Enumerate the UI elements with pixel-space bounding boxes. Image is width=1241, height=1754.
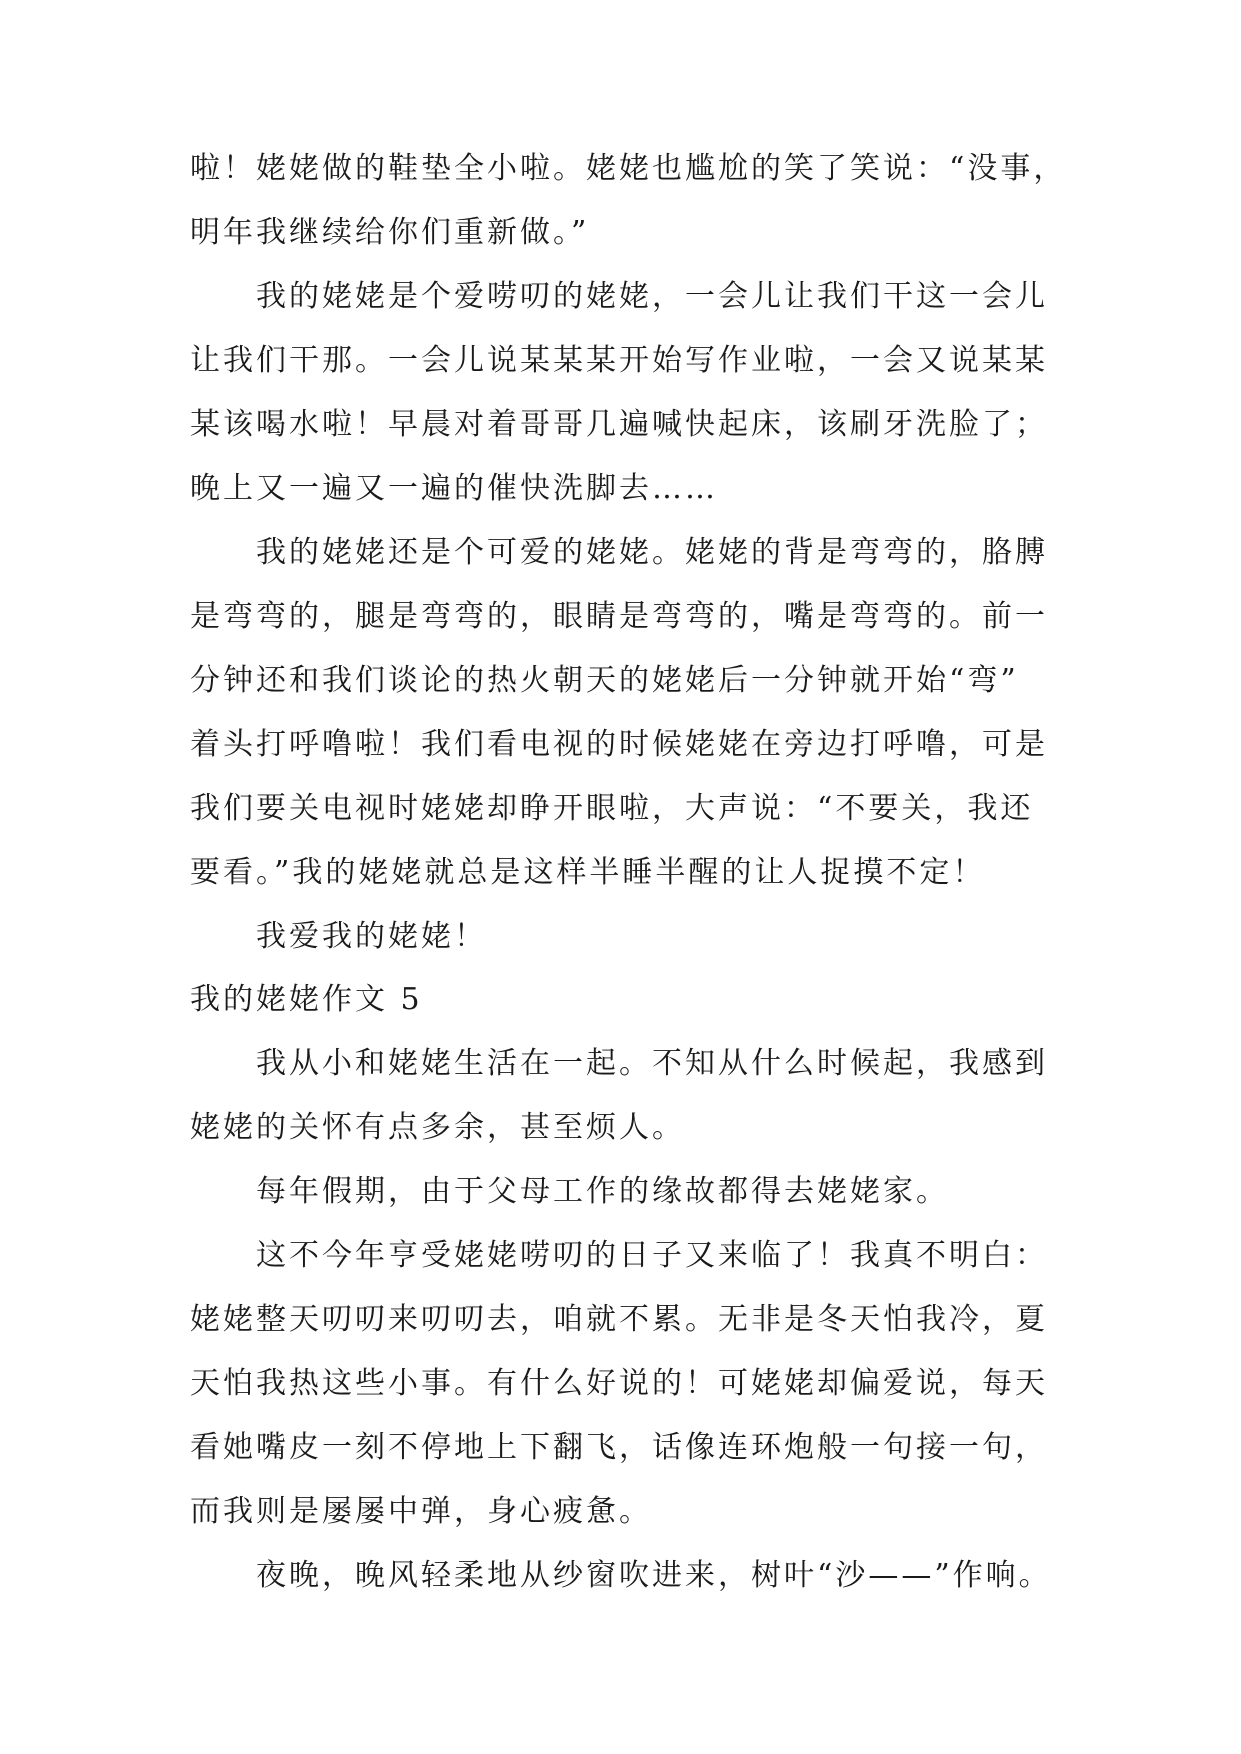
paragraph-line: 着头打呼噜啦！我们看电视的时候姥姥在旁边打呼噜，可是: [190, 727, 1048, 762]
paragraph-line: 我们要关电视时姥姥却睁开眼啦，大声说：“不要关，我还: [190, 791, 1034, 826]
paragraph-line: 是弯弯的，腿是弯弯的，眼睛是弯弯的，嘴是弯弯的。前一: [190, 599, 1048, 634]
paragraph-line: 某该喝水啦！早晨对着哥哥几遍喊快起床，该刷牙洗脸了；: [190, 407, 1048, 442]
paragraph-line: 晚上又一遍又一遍的催快洗脚去……: [190, 471, 718, 506]
paragraph-line: 分钟还和我们谈论的热火朝天的姥姥后一分钟就开始“弯”: [190, 663, 1019, 698]
paragraph-line: 让我们干那。一会儿说某某某开始写作业啦，一会又说某某: [190, 343, 1048, 378]
paragraph-line: 姥姥整天叨叨来叨叨去，咱就不累。无非是冬天怕我冷，夏: [190, 1302, 1048, 1337]
paragraph-line: 这不今年亨受姥姥唠叨的日子又来临了！我真不明白：: [256, 1238, 1048, 1273]
paragraph-line: 每年假期，由于父母工作的缘故都得去姥姥家。: [256, 1174, 949, 1209]
paragraph-line: 我的姥姥是个爱唠叨的姥姥，一会儿让我们干这一会儿: [256, 279, 1048, 314]
section-2-text: [190, 968, 1060, 1608]
paragraph-line: 我的姥姥还是个可爱的姥姥。姥姥的背是弯弯的，胳膊: [256, 535, 1048, 570]
paragraph-line: 夜晚，晚风轻柔地从纱窗吹进来，树叶“沙——”作响。: [256, 1558, 1052, 1593]
paragraph-line: 而我则是屡屡中弹，身心疲惫。: [190, 1494, 652, 1529]
paragraph-line: 我从小和姥姥生活在一起。不知从什么时候起，我感到: [256, 1046, 1048, 1081]
section-1-text: [190, 137, 1067, 969]
paragraph-line: 明年我继续给你们重新做。”: [190, 215, 590, 250]
paragraph-line: 要看。”我的姥姥就总是这样半睡半醒的让人捉摸不定！: [190, 855, 986, 890]
section-title: 我的姥姥作文 5: [190, 982, 423, 1017]
paragraph-line: 看她嘴皮一刻不停地上下翻飞，话像连环炮般一句接一句，: [190, 1430, 1048, 1465]
paragraph-line: 天怕我热这些小事。有什么好说的！可姥姥却偏爱说，每天: [190, 1366, 1048, 1401]
paragraph-line: 啦！姥姥做的鞋垫全小啦。姥姥也尴尬的笑了笑说：“没事，: [190, 151, 1067, 186]
paragraph-line: 姥姥的关怀有点多余，甚至烦人。: [190, 1110, 685, 1145]
paragraph-line: 我爱我的姥姥！: [256, 919, 487, 954]
